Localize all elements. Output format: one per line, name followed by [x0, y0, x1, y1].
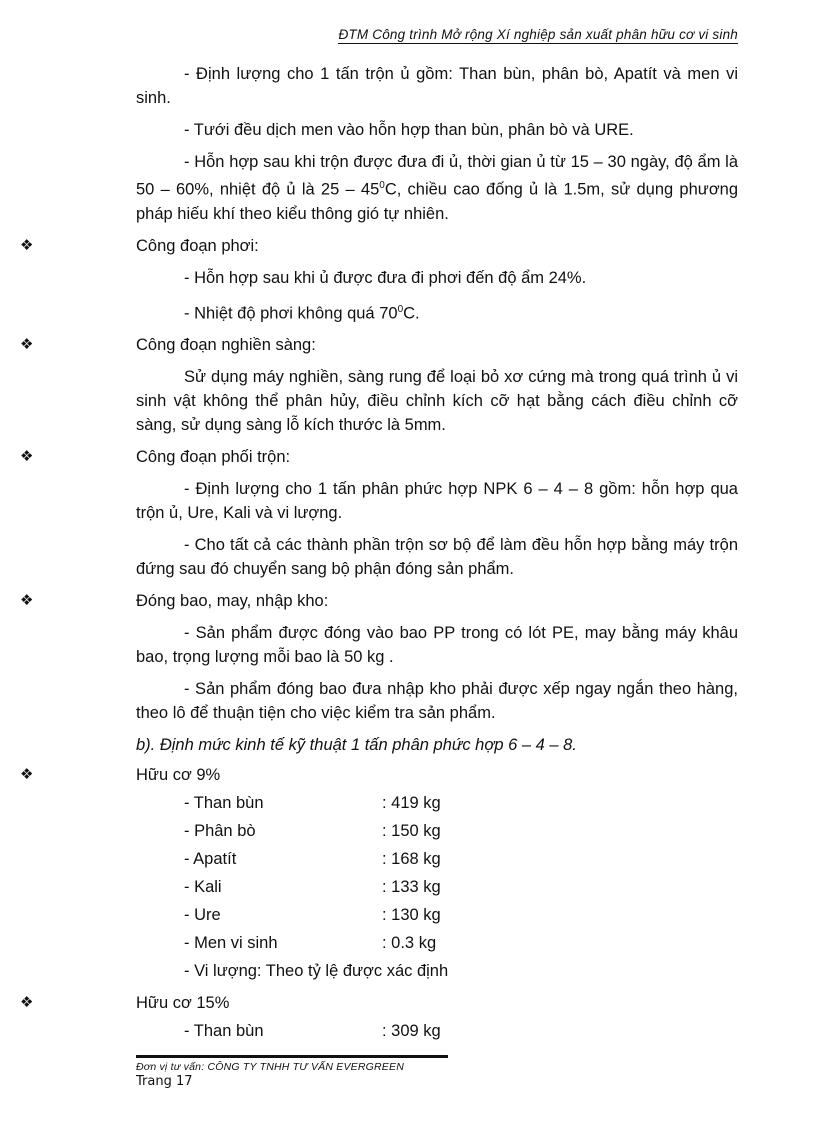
ingredient-list [136, 1017, 738, 1045]
ingredient-row: - Phân bò : 150 kg [184, 822, 441, 840]
paragraph: - Định lượng cho 1 tấn phân phức hợp NPK 6 – 4 – 8 gồm: hỗn hợp qua trộn ủ, Ure, Kali và vi lượng. [136, 480, 738, 522]
paragraph: - Sản phẩm đóng bao đưa nhập kho phải được xếp ngay ngắn theo hàng, theo lô để thuận tiện cho việc kiểm tra sản phẩm. [136, 680, 738, 722]
diamond-bullet-icon: ❖ [20, 994, 34, 1011]
diamond-bullet-icon: ❖ [20, 766, 34, 783]
group-heading: ❖ Hữu cơ 9% [136, 763, 738, 787]
paragraph: Sử dụng máy nghiền, sàng rung để loại bỏ xơ cứng mà trong quá trình ủ vi sinh vật không thể phân hủy, điều chỉnh kích cỡ hạt bằng cách điều chỉnh cỡ sàng, sử dụng sàng lỗ kích thước là 5mm. [136, 368, 738, 434]
page-header: ĐTM Công trình Mở rộng Xí nghiệp sản xuất phân hữu cơ vi sinh [338, 27, 738, 42]
diamond-bullet-icon: ❖ [20, 592, 34, 609]
ingredient-row: - Ure : 130 kg [184, 906, 441, 924]
paragraph: - Cho tất cả các thành phần trộn sơ bộ để làm đều hỗn hợp bằng máy trộn đứng sau đó chuyển sang bộ phận đóng sản phẩm. [136, 536, 738, 578]
section-heading: ❖ Công đoạn nghiền sàng: [136, 333, 738, 357]
subsection-title: b). Định mức kinh tế kỹ thuật 1 tấn phân phức hợp 6 – 4 – 8. [136, 736, 577, 754]
ingredient-row: - Men vi sinh : 0.3 kg [184, 934, 437, 952]
paragraph: - Tưới đều dịch men vào hỗn hợp than bùn, phân bò và URE. [184, 121, 634, 139]
ingredient-note: - Vi lượng: Theo tỷ lệ được xác định [184, 962, 449, 980]
document-body [20, 62, 738, 1051]
consultant-name: Đơn vị tư vấn: CÔNG TY TNHH TƯ VẤN EVERGREEN [136, 1061, 404, 1073]
ingredient-row: - Apatít : 168 kg [184, 850, 441, 868]
ingredient-row: - Kali : 133 kg [184, 878, 441, 896]
paragraph: - Hỗn hợp sau khi ủ được đưa đi phơi đến độ ẩm 24%. [184, 268, 587, 287]
section-heading: ❖ Đóng bao, may, nhập kho: [136, 589, 738, 613]
paragraph: - Sản phẩm được đóng vào bao PP trong có lót PE, may bằng máy khâu bao, trọng lượng mỗi bao là 50 kg . [136, 624, 738, 666]
diamond-bullet-icon: ❖ [20, 448, 34, 465]
diamond-bullet-icon: ❖ [20, 236, 34, 254]
diamond-bullet-icon: ❖ [20, 336, 34, 353]
ingredient-row: - Than bùn : 309 kg [184, 1022, 441, 1040]
section-heading: ❖ Công đoạn phơi: [136, 234, 738, 258]
paragraph: - Hỗn hợp sau khi trộn được đưa đi ủ, thời gian ủ từ 15 – 30 ngày, độ ẩm là 50 – 60%, nhiệt độ ủ là $25 - 45^0C$, chiều cao đống ủ là 1.5m, sử dụng phương pháp hiếu khí theo kiểu thông gió tự nhiên. [136, 153, 738, 223]
paragraph: - Nhiệt độ phơi không quá $70^0C$. [184, 303, 420, 322]
page-number: Trang 17 [136, 1074, 193, 1089]
group-heading: ❖ Hữu cơ 15% [136, 991, 738, 1015]
ingredient-row: - Than bùn : 419 kg [184, 794, 441, 812]
section-heading: ❖ Công đoạn phối trộn: [136, 445, 738, 469]
page-footer [136, 1055, 448, 1089]
paragraph: - Định lượng cho 1 tấn trộn ủ gồm: Than bùn, phân bò, Apatít và men vi sinh. [136, 65, 738, 107]
ingredient-list [136, 789, 738, 985]
